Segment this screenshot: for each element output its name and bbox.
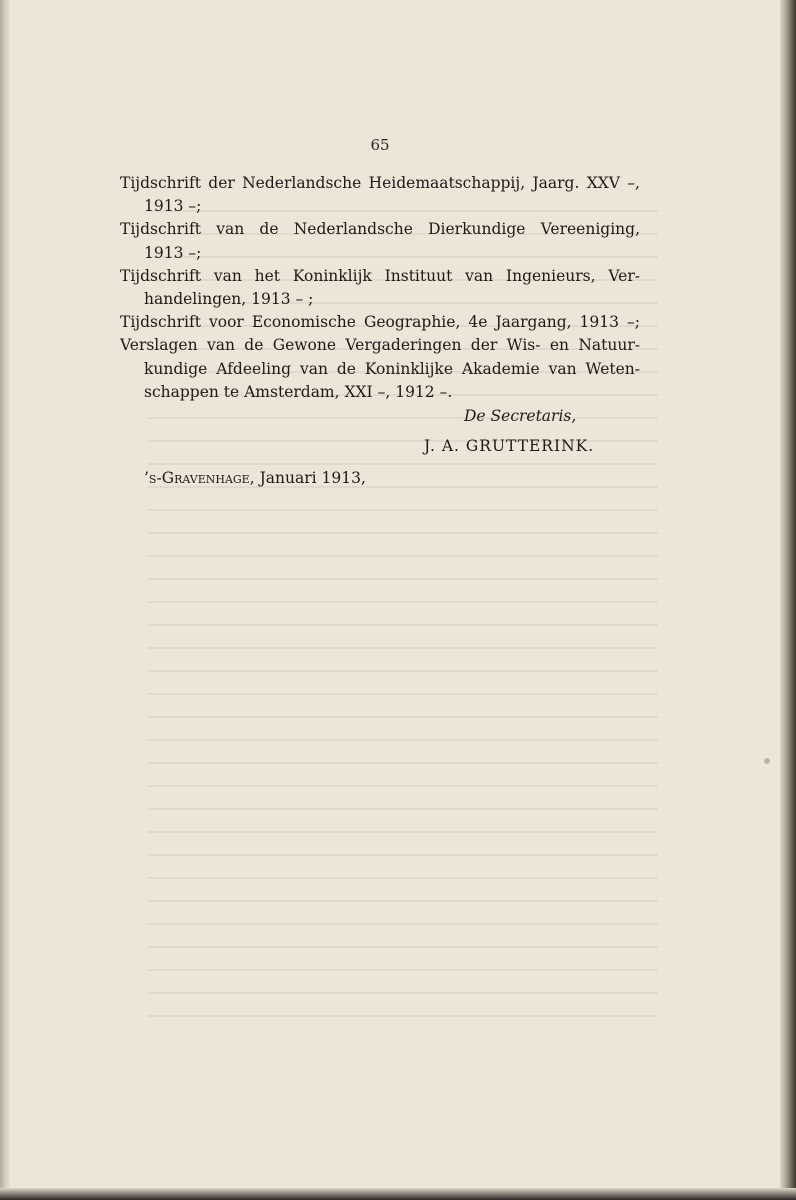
paper-spot <box>764 758 770 764</box>
page-left-edge <box>0 0 10 1200</box>
signature-title: De Secretaris, <box>464 407 577 425</box>
place: ’s-Gravenhage, <box>144 469 255 487</box>
date: Januari 1913, <box>259 469 366 487</box>
list-item <box>120 311 640 334</box>
entry-line: Tijdschrift voor Economische Geographie, 4e Jaargang, 1913 –; <box>120 313 640 332</box>
periodicals-list <box>120 172 640 404</box>
entry-line: Tijdschrift van de Nederlandsche Dierkundige Vereeniging, <box>120 220 640 239</box>
list-item <box>120 172 640 218</box>
page-bottom-edge <box>0 1188 796 1200</box>
entry-line: Tijdschrift van het Koninklijk Instituut van Ingenieurs, Ver- <box>120 266 640 285</box>
entry-line: Verslagen van de Gewone Vergaderingen der Wis- en Natuur- <box>120 336 640 355</box>
entry-continuation: kundige Afdeeling van de Koninklijke Akademie van Weten- <box>144 359 640 378</box>
list-item <box>120 334 640 404</box>
page-number: 65 <box>370 136 390 154</box>
entry-line: Tijdschrift der Nederlandsche Heidemaatschappij, Jaarg. XXV –, <box>120 174 640 192</box>
signature-name: J. A. GRUTTERINK. <box>424 437 595 455</box>
list-item <box>120 218 640 264</box>
entry-continuation: schappen te Amsterdam, XXI –, 1912 –. <box>144 382 453 401</box>
entry-continuation: 1913 –; <box>144 197 202 216</box>
entry-continuation: 1913 –; <box>144 243 202 262</box>
list-item <box>120 265 640 311</box>
entry-continuation: handelingen, 1913 – ; <box>144 290 314 309</box>
page-right-edge <box>780 0 796 1200</box>
place-date <box>144 469 366 487</box>
